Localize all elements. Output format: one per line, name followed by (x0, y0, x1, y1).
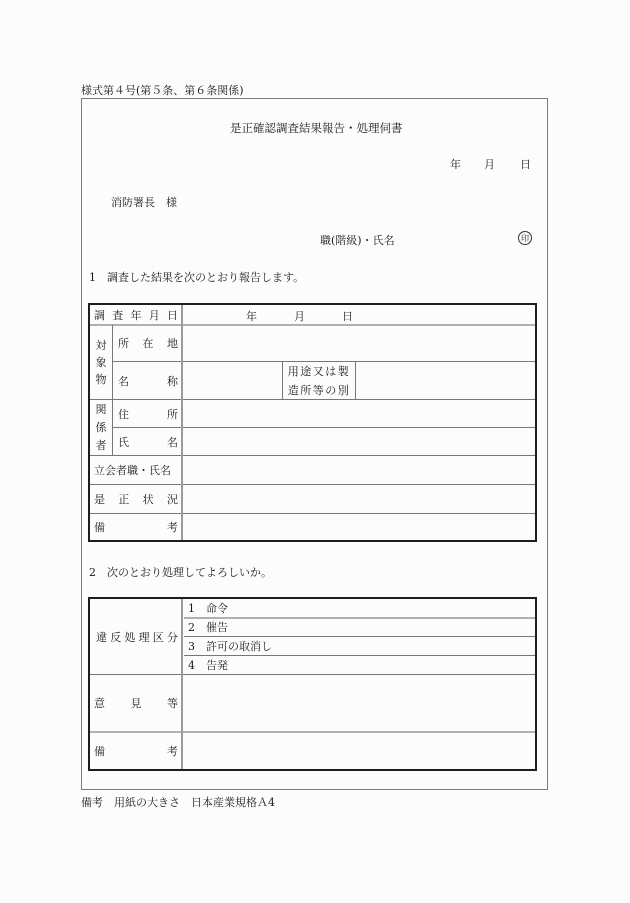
correction-status-label (94, 485, 178, 513)
char: 係 (95, 420, 107, 434)
option-accusation[interactable]: 4 告発 (188, 659, 228, 672)
col-divider (181, 599, 183, 769)
remarks-input[interactable] (184, 514, 535, 540)
seal-icon: 印 (518, 231, 532, 245)
char: 象 (95, 355, 107, 369)
char: 理 (138, 630, 150, 644)
party-name-input[interactable] (184, 428, 535, 455)
char: 等 (167, 697, 178, 710)
violation-type-label (96, 599, 178, 674)
char: 正 (118, 493, 130, 506)
char: 備 (94, 745, 105, 758)
char: 調 (94, 309, 105, 322)
survey-date-input[interactable] (184, 305, 535, 325)
char: 名 (167, 435, 178, 449)
opinion-input[interactable] (184, 676, 535, 731)
char: 意 (94, 697, 105, 710)
char: 考 (167, 745, 178, 758)
usage-input[interactable] (357, 362, 535, 399)
char: 年 (130, 309, 142, 322)
char: 月 (148, 309, 160, 322)
char: 分 (166, 630, 178, 644)
party-address-input[interactable] (184, 400, 535, 427)
col-divider (181, 305, 183, 540)
section2-heading: 2 次のとおり処理してよろしいか。 (89, 566, 272, 579)
usage-label-line1: 用途又は製 (287, 364, 351, 378)
party-address-label (118, 400, 178, 427)
char: 在 (142, 337, 154, 350)
target-group-label (90, 325, 112, 399)
char: 物 (95, 372, 107, 386)
survey-day: 日 (342, 310, 353, 323)
section1-heading: 1 調査した結果を次のとおり報告します。 (89, 271, 305, 284)
col-divider (355, 361, 356, 399)
char: 査 (112, 309, 124, 322)
witness-input[interactable] (184, 456, 535, 484)
char: 処 (124, 630, 136, 644)
char: 区 (152, 630, 164, 644)
reporter-label: 職(階級)・氏名 (320, 234, 395, 247)
target-name-label (118, 362, 178, 399)
option-revocation[interactable]: 3 許可の取消し (188, 640, 272, 653)
opinion-label (94, 675, 178, 731)
char: 地 (167, 337, 178, 350)
char: 名 (118, 374, 129, 388)
char: 日 (167, 309, 178, 322)
survey-month: 月 (294, 310, 305, 323)
option-demand[interactable]: 2 催告 (188, 621, 228, 634)
char: 所 (167, 407, 178, 421)
char: 違 (96, 630, 107, 644)
correction-status-input[interactable] (184, 485, 535, 513)
char: 者 (95, 438, 107, 452)
char: 考 (167, 521, 178, 534)
survey-date-label (94, 305, 178, 325)
usage-label (283, 362, 355, 399)
char: 関 (95, 402, 107, 416)
document-title: 是正確認調査結果報告・処理伺書 (230, 121, 403, 135)
char: 況 (166, 493, 178, 506)
location-label (118, 325, 178, 361)
target-name-input[interactable] (184, 362, 281, 399)
char: 反 (110, 630, 122, 644)
col-divider (112, 325, 113, 455)
survey-year: 年 (246, 310, 257, 323)
date-day: 日 (520, 158, 531, 171)
date-year: 年 (450, 158, 461, 171)
option-order[interactable]: 1 命令 (188, 602, 228, 615)
char: 氏 (118, 435, 129, 449)
char: 見 (130, 697, 142, 710)
remarks-label (94, 514, 178, 540)
usage-label-line2: 造所等の別 (287, 383, 351, 397)
form-number: 様式第４号(第５条、第６条関係) (81, 84, 244, 97)
disposition-remarks-input[interactable] (184, 733, 535, 769)
char: 所 (118, 337, 129, 350)
char: 対 (95, 338, 107, 352)
witness-label: 立会者職・氏名 (94, 464, 171, 477)
party-group-label (90, 400, 112, 455)
party-name-label (118, 428, 178, 455)
disposition-remarks-label (94, 733, 178, 769)
date-month: 月 (484, 158, 495, 171)
footer-note: 備考 用紙の大きさ 日本産業規格Ａ4 (81, 796, 275, 809)
location-input[interactable] (184, 326, 535, 360)
char: 住 (118, 407, 129, 421)
char: 状 (142, 493, 154, 506)
char: 是 (94, 493, 105, 506)
char: 称 (167, 374, 178, 388)
char: 備 (94, 521, 105, 534)
addressee: 消防署長 様 (111, 196, 177, 209)
